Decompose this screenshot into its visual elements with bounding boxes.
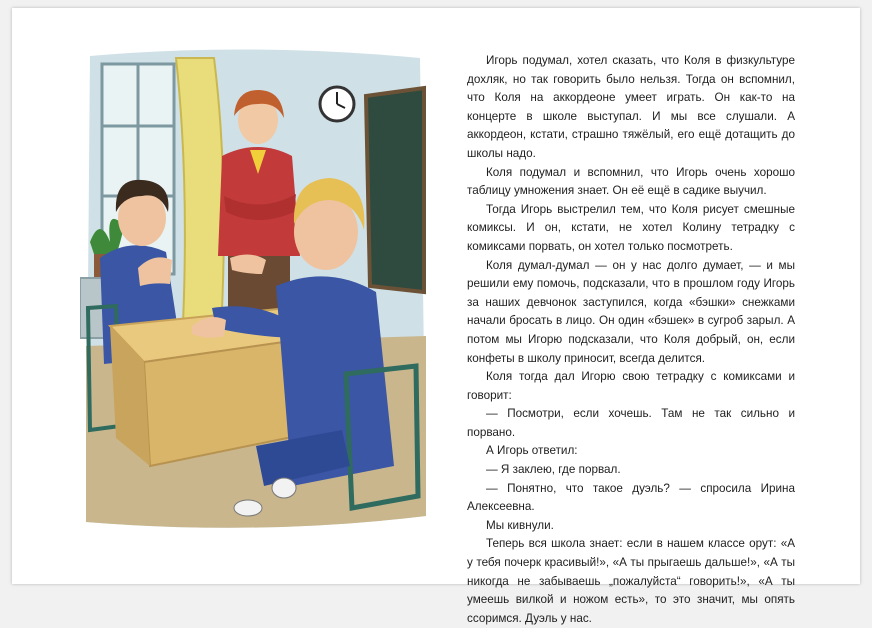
paragraph: Коля подумал и вспомнил, что Игорь очень хорошо таблицу умножения знает. Он её ещё в садике выучил. — [467, 165, 795, 198]
paragraph: Коля думал-думал — он у нас долго думает, — и мы решили ему помочь, подсказали, что в прошлом году Игорь за наших девчонок заступился, когда «бэшки» снежками начали бросать в лицо. Он один «бэшек» в сугроб зарыл. А потом мы Игорю подсказали, что Коля добрый, он, если конфеты в школу приносит, всегда делится. — [467, 258, 795, 365]
paragraph: — Я заклею, где порвал. — [486, 463, 621, 477]
paragraph: Тогда Игорь выстрелил тем, что Коля рисует смешные комиксы. И он, кстати, не хотел Колину тетрадку с комиксами порвать, он хотел только посмотреть. — [467, 202, 795, 253]
story-text — [467, 52, 795, 628]
book-page — [12, 8, 860, 625]
blackboard — [366, 88, 424, 292]
paragraph: — Понятно, что такое дуэль? — спросила Ирина Алексеевна. — [467, 481, 795, 514]
paragraph: — Посмотри, если хочешь. Там не так сильно и порвано. — [467, 407, 795, 439]
illustration-canvas — [80, 46, 428, 532]
paragraph: Коля тогда дал Игорю свою тетрадку с комиксами и говорит: — [467, 370, 795, 402]
paragraph: Игорь подумал, хотел сказать, что Коля в физкультуре дохляк, но так говорить было нельзя. Тогда он вспомнил, что Коля на аккордеоне умеет играть. Он как-то на концерте в школе выступал. И мы все слушали. А аккордеон, кстати, страшно тяжёлый, его ещё дотащить до школы надо. — [467, 54, 795, 160]
paragraph: Теперь вся школа знает: если в нашем классе орут: «А у тебя почерк красивый!», «А ты прыгаешь дальше!», «А ты никогда не забываешь „пожалуйста“ говорить!», «А ты умеешь вилкой и ножом есть», то это значит, мы опять ссоримся. Дуэль у нас. — [467, 537, 795, 625]
classroom-illustration — [80, 46, 428, 532]
paragraph: Мы кивнули. — [486, 518, 554, 532]
paragraph: А Игорь ответил: — [486, 444, 578, 458]
